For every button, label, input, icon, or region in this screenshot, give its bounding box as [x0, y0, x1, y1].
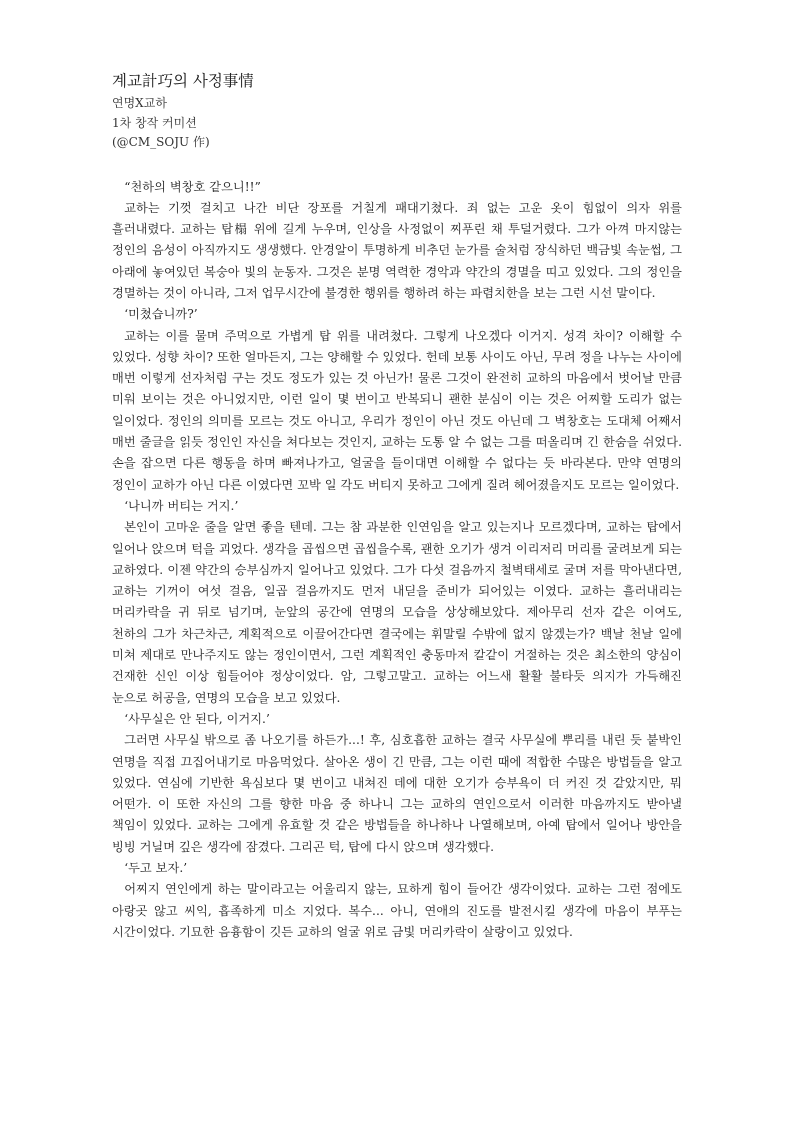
paragraph: ‘사무실은 안 된다, 이거지.’	[124, 711, 270, 726]
document-page	[112, 70, 682, 943]
paragraph: ‘두고 보자.’	[124, 861, 188, 875]
section-spacer	[112, 153, 682, 177]
paragraph: ‘나니까 버티는 거지.’	[124, 498, 239, 513]
author-line: (@CM_SOJU 作)	[112, 135, 210, 149]
paragraph: 그러면 사무실 밖으로 좀 나오기를 하든가...! 후, 심호흡한 교하는 결국 사무실에 뿌리를 내린 듯 붙박인 연명을 직접 끄집어내기로 마음먹었다. 살아온 생이 긴 만큼, 그는 이런 때에 적합한 수많은 방법들을 알고 있었다. 연심에 기반한 욕심보다 몇 번이고 내쳐진 데에 대한 오기가 승부욕이 더 커진 것 같았지만, 뭐 어떤가. 이 또한 자신의 그를 향한 마음 중 하나니 그는 교하의 연인으로서 이러한 마음까지도 받아낼 책임이 있었다. 교하는 그에게 유효할 것 같은 방법들을 하나하나 나열해보며, 아예 탑에서 일어나 방안을 빙빙 거닐며 깊은 생각에 잠겼다. 그리곤 턱, 탑에 다시 앉으며 생각했다.	[112, 733, 682, 854]
paragraph: 어찌지 연인에게 하는 말이라고는 어울리지 않는, 묘하게 힘이 들어간 생각이었다. 교하는 그런 점에도 아랑곳 않고 씨익, 흡족하게 미소 지었다. 복수... 아니, 연애의 진도를 발전시킬 생각에 마음이 부푸는 시간이었다. 기묘한 음흉함이 깃든 교하의 얼굴 위로 금빛 머리카락이 살랑이고 있었다.	[112, 882, 682, 939]
paragraph: 교하는 기껏 걸치고 나간 비단 장포를 거칠게 패대기쳤다. 죄 없는 고운 옷이 힘없이 의자 위를 흘러내렸다. 교하는 탑榻 위에 길게 누우며, 인상을 사정없이 찌푸린 채 투덜거렸다. 그가 아껴 마지않는 정인의 음성이 아직까지도 생생했다. 안경알이 투명하게 비추던 눈가를 술처럼 장식하던 백금빛 속눈썹, 그 아래에 놓여있던 복숭아 빛의 눈동자. 그것은 분명 역력한 경악과 약간의 경멸을 띠고 있었다. 그의 정인을 경멸하는 것이 아니라, 그저 업무시간에 불경한 행위를 행하려 하는 파렴치한을 보는 그런 시선 말이다.	[112, 200, 682, 300]
paragraph: ‘미쳤습니까?’	[124, 307, 198, 322]
document-title: 계교計巧의 사정事情	[112, 72, 254, 90]
category-line: 1차 창작 커미션	[112, 115, 197, 130]
pairing-line: 연명X교하	[112, 96, 167, 110]
paragraph: “천하의 벽창호 같으니!!”	[124, 179, 261, 194]
paragraph: 본인이 고마운 줄을 알면 좋을 텐데. 그는 참 과분한 인연임을 알고 있는지나 모르겠다며, 교하는 탑에서 일어나 앉으며 턱을 괴었다. 생각을 곱씹으면 곱씹을수록, 괜한 오기가 생겨 이리저리 머리를 굴려보게 되는 교하였다. 이젠 약간의 승부심까지 일어나고 있었다. 그가 다섯 걸음까지 철벽태세로 굴며 저를 막아낸다면, 교하는 기꺼이 여섯 걸음, 일곱 걸음까지도 먼저 내딛을 준비가 되어있는 이였다. 교하는 흘러내리는 머리카락을 귀 뒤로 넘기며, 눈앞의 공간에 연명의 모습을 상상해보았다. 제아무리 선자 같은 이여도, 천하의 그가 차근차근, 계획적으로 이끌어간다면 결국에는 휘말릴 수밖에 없지 않겠는가? 백날 천날 일에 미쳐 제대로 만나주지도 않는 정인이면서, 그런 계획적인 충동마저 칼같이 거절하는 것은 최소한의 양심이 건재한 신인 이상 힘들어야 정상이었다. 암, 그렇고말고. 교하는 어느새 활활 불타듯 의지가 가득해진 눈으로 허공을, 연명의 모습을 보고 있었다.	[112, 520, 682, 705]
story-body	[112, 177, 682, 944]
paragraph: 교하는 이를 물며 주먹으로 가볍게 탑 위를 내려쳤다. 그렇게 나오겠다 이거지. 성격 차이? 이해할 수 있었다. 성향 차이? 또한 얼마든지, 그는 양해할 수 있었다. 헌데 보통 사이도 아닌, 무려 정을 나누는 사이에 매번 이렇게 선자처럼 구는 것도 정도가 있는 것 아닌가! 물론 그것이 완전히 교하의 마음에서 벗어날 만큼 미워 보이는 것은 아니었지만, 이런 일이 몇 번이고 반복되니 괜한 분심이 이는 것은 어찌할 도리가 없는 일이었다. 정인의 의미를 모르는 것도 아니고, 우리가 정인이 아닌 것도 아닌데 그 벽창호는 도대체 어째서 매번 줄글을 읽듯 정인인 자신을 쳐다보는 것인지, 교하는 도통 알 수 없는 그를 떠올리며 긴 한숨을 쉬었다. 손을 잡으면 다른 행동을 하며 빠져나가고, 얼굴을 들이대면 이해할 수 없다는 듯 바라본다. 만약 연명의 정인이 교하가 아닌 다른 이였다면 꼬박 일 각도 버티지 못하고 그에게 질려 헤어졌을지도 모르는 일이었다.	[112, 328, 682, 492]
